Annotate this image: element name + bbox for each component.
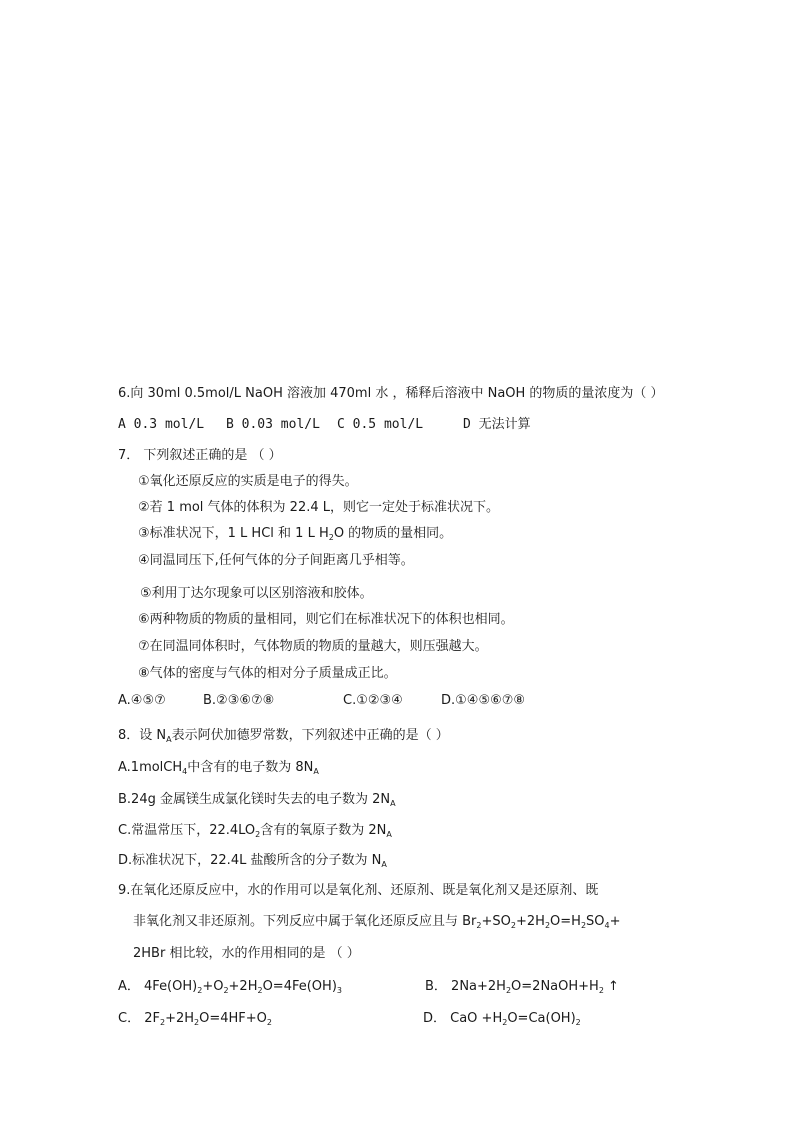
q7-item-3-text: ③标准状况下，1 L HCl 和 1 L H (138, 526, 329, 541)
q9-d-2: O=Ca(OH) (507, 1011, 576, 1026)
q8-stem-text: 8．设 N (118, 728, 167, 743)
q7-item-3-sub: 2 (328, 533, 334, 542)
q9-b-2: O=2NaOH+H (511, 979, 599, 994)
q9-l2-s5: 4 (604, 921, 610, 930)
question-7-options (0, 692, 794, 710)
q8-stem-tail: 表示阿伏加德罗常数，下列叙述中正确的是（ ） (171, 728, 449, 743)
q8-stem-sub: A (166, 735, 172, 744)
q9-option-a (118, 978, 342, 996)
q9-c-s3: 2 (266, 1018, 272, 1027)
q9-b-s2: 2 (598, 986, 604, 995)
q7-item-6: ⑥两种物质的物质的量相同，则它们在标准状况下的体积也相同。 (138, 612, 514, 627)
q9-l2-s2: 2 (510, 921, 516, 930)
q9-l2-b: +SO (481, 914, 511, 929)
question-6-stem: 6.向 30ml 0.5mol/L NaOH 溶液加 470ml 水 ，稀释后溶液中 NaOH 的物质的量浓度为（ ） (118, 386, 664, 401)
q7-option-a: A.④⑤⑦ (118, 693, 166, 708)
q9-a-s2: 2 (223, 986, 229, 995)
q9-l2-c: +2H (515, 914, 545, 929)
q8-c-sub2: A (386, 830, 392, 839)
q8-b-sub: A (390, 799, 396, 808)
q9-c-s2: 2 (194, 1018, 200, 1027)
q9-option-d (423, 1010, 581, 1028)
q8-a-1: A.1molCH (118, 760, 183, 775)
q8-option-c (118, 822, 392, 840)
q9-c-s1: 2 (159, 1018, 166, 1027)
q9-a-s3: 2 (257, 986, 263, 995)
q9-a-4: O=4Fe(OH) (262, 979, 337, 994)
q9-l2-s1: 2 (476, 921, 482, 930)
q6-option-b: B 0.03 mol/L (226, 417, 320, 432)
question-8-stem (118, 727, 449, 745)
q9-b-s1: 2 (505, 986, 512, 995)
question-9-line-3: 2HBr 相比较，水的作用相同的是 （ ） (133, 946, 360, 961)
question-9-line-2 (133, 913, 621, 931)
q8-d-1: D.标准状况下，22.4L 盐酸所含的分子数为 N (118, 853, 382, 868)
q8-option-b (118, 791, 396, 809)
q9-c-2: +2H (165, 1011, 195, 1026)
q7-item-7: ⑦在同温同体积时，气体物质的物质的量越大，则压强越大。 (138, 639, 488, 654)
q7-item-4: ④同温同压下,任何气体的分子间距离几乎相等。 (138, 553, 414, 568)
q8-b-1: B.24g 金属镁生成氯化镁时失去的电子数为 2N (118, 792, 391, 807)
q9-a-3: +2H (228, 979, 258, 994)
q9-a-1: A． 4Fe(OH) (118, 979, 198, 994)
q9-d-s2: 2 (575, 1018, 581, 1027)
q6-option-c: C 0.5 mol/L (337, 417, 424, 432)
q9-a-s1: 2 (197, 986, 203, 995)
q9-a-2: +O (202, 979, 224, 994)
q7-item-3-tail: O 的物质的量相同。 (333, 526, 453, 541)
q9-c-3: O=4HF+O (199, 1011, 267, 1026)
q8-option-d (118, 852, 387, 870)
q6-option-d: D 无法计算 (463, 417, 531, 432)
q9-option-b (425, 978, 619, 996)
q9-d-s1: 2 (502, 1018, 508, 1027)
q7-option-b: B.②③⑥⑦⑧ (203, 693, 275, 708)
q8-c-1: C.常温常压下，22.4LO (118, 823, 256, 838)
q9-l2-s3: 2 (544, 921, 551, 930)
q8-d-sub: A (381, 860, 387, 869)
q9-b-arrow: ↑ (603, 979, 619, 994)
q9-a-s4: 3 (336, 986, 342, 995)
q9-c-1: C． 2F (118, 1011, 160, 1026)
q9-d-1: D． CaO +H (423, 1011, 503, 1026)
question-7-stem: 7． 下列叙述正确的是 （ ） (118, 448, 282, 463)
q8-c-sub1: 2 (255, 830, 261, 839)
q9-l2-a: 非氧化剂又非还原剂。下列反应中属于氧化还原反应且与 Br (133, 914, 477, 929)
q9-l2-s4: 2 (580, 921, 587, 930)
q8-a-sub1: 4 (182, 767, 188, 776)
q9-b-1: B． 2Na+2H (425, 979, 506, 994)
q7-item-1: ①氧化还原反应的实质是电子的得失。 (138, 474, 358, 489)
q9-option-c (118, 1010, 272, 1028)
q7-item-5: ⑤利用丁达尔现象可以区别溶液和胶体。 (140, 586, 373, 601)
q9-l2-f: + (609, 914, 621, 929)
q6-option-a: A 0.3 mol/L (118, 417, 205, 432)
q7-option-c: C.①②③④ (343, 693, 403, 708)
q8-c-2: 含有的氧原子数为 2N (260, 823, 387, 838)
q7-item-2: ②若 1 mol 气体的体积为 22.4 L，则它一定处于标准状况下。 (138, 500, 500, 515)
question-6-options (0, 416, 794, 434)
q8-a-sub2: A (313, 767, 319, 776)
q8-a-2: 中含有的电子数为 8N (187, 760, 314, 775)
q9-l2-d: O=H (550, 914, 581, 929)
q8-option-a (118, 759, 319, 777)
q7-option-d: D.①④⑤⑥⑦⑧ (441, 693, 526, 708)
question-9-line-1: 9.在氧化还原反应中，水的作用可以是氧化剂、还原剂、既是氧化剂又是还原剂、既 (118, 883, 599, 898)
q7-item-3 (138, 525, 452, 543)
q9-l2-e: SO (586, 914, 605, 929)
q7-item-8: ⑧气体的密度与气体的相对分子质量成正比。 (138, 666, 397, 681)
